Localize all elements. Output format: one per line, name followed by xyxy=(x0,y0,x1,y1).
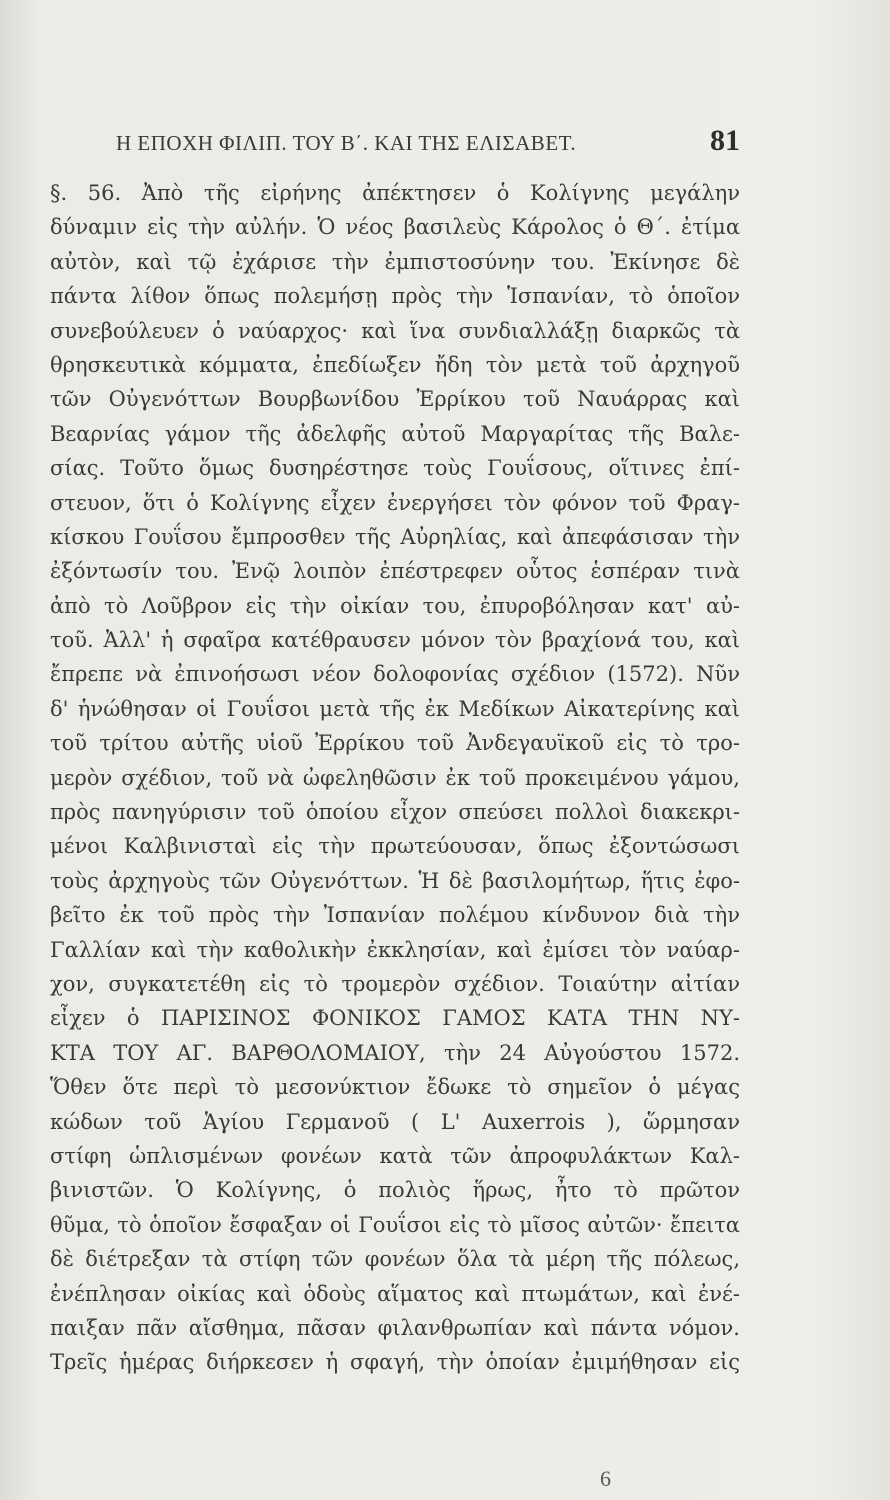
text-line: παιξαν πᾶν αἴσθημα, πᾶσαν φιλανθρωπίαν καὶ πάντα νόμον. xyxy=(50,1315,740,1340)
text-line: ἀπὸ τὸ Λοῦβρον εἰς τὴν οἰκίαν του, ἐπυροβόλησαν κατ' αὐ- xyxy=(50,593,740,618)
text-line: εἶχεν ὁ ΠΑΡΙΣΙΝΟΣ ΦΟΝΙΚΟΣ ΓΑΜΟΣ ΚΑΤΑ ΤΗΝ ΝΥ- xyxy=(50,1006,740,1031)
text-line: Βεαρνίας γάμον τῆς ἀδελφῆς αὐτοῦ Μαργαρίτας τῆς Βαλε- xyxy=(50,421,740,446)
text-line: τοῦ. Ἀλλ' ἡ σφαῖρα κατέθραυσεν μόνον τὸν βραχίονά του, καὶ xyxy=(50,628,740,653)
text-line: δύναμιν εἰς τὴν αὐλήν. Ὁ νέος βασιλεὺς Κάρολος ὁ Θ΄. ἐτίμα xyxy=(50,215,740,240)
text-line: χον, συγκατετέθη εἰς τὸ τρομερὸν σχέδιον. Τοιαύτην αἰτίαν xyxy=(50,971,740,996)
text-line: δ' ἡνώθησαν οἱ Γουΐσοι μετὰ τῆς ἐκ Μεδίκων Αἰκατερίνης καὶ xyxy=(50,696,740,721)
text-line: ΚΤΑ ΤΟΥ ΑΓ. ΒΑΡΘΟΛΟΜΑΙΟΥ, τὴν 24 Αὐγούστου 1572. xyxy=(50,1040,740,1065)
text-line: τοῦ τρίτου αὐτῆς υἱοῦ Ἐρρίκου τοῦ Ἀνδεγαυϊκοῦ εἰς τὸ τρο- xyxy=(50,731,740,756)
text-line: κίσκου Γουΐσου ἔμπροσθεν τῆς Αὐρηλίας, καὶ ἀπεφάσισαν τὴν xyxy=(50,524,740,549)
text-line: μένοι Καλβινισταὶ εἰς τὴν πρωτεύουσαν, ὅπως ἐξοντώσωσι xyxy=(50,834,740,859)
text-line: στίφη ὡπλισμένων φονέων κατὰ τῶν ἀπροφυλάκτων Καλ- xyxy=(50,1143,740,1168)
text-line: §. 56. Ἀπὸ τῆς εἰρήνης ἀπέκτησεν ὁ Κολίγνης μεγάλην xyxy=(50,181,740,205)
text-line: βινιστῶν. Ὁ Κολίγνης, ὁ πολιὸς ἥρως, ἦτο τὸ πρῶτον xyxy=(50,1178,740,1203)
text-line: στευον, ὅτι ὁ Κολίγνης εἶχεν ἐνεργήσει τὸν φόνον τοῦ Φραγ- xyxy=(50,490,740,515)
text-line: δὲ διέτρεξαν τὰ στίφη τῶν φονέων ὅλα τὰ μέρη τῆς πόλεως, xyxy=(50,1247,740,1272)
text-line: τοὺς ἀρχηγοὺς τῶν Οὐγενόττων. Ἡ δὲ βασιλομήτωρ, ἥτις ἐφο- xyxy=(50,868,740,893)
text-line: Ὅθεν ὅτε περὶ τὸ μεσονύκτιον ἔδωκε τὸ σημεῖον ὁ μέγας xyxy=(50,1075,740,1100)
text-line: πάντα λίθον ὅπως πολεμήσῃ πρὸς τὴν Ἱσπανίαν, τὸ ὁποῖον xyxy=(50,284,740,309)
text-line: ἐξόντωσίν του. Ἐνῷ λοιπὸν ἐπέστρεφεν οὗτος ἑσπέραν τινὰ xyxy=(50,559,740,584)
printer-signature-mark: 6 xyxy=(600,1466,611,1491)
text-line: ἔπρεπε νὰ ἐπινοήσωσι νέον δολοφονίας σχέδιον (1572). Νῦν xyxy=(50,662,740,687)
text-line: συνεβούλευεν ὁ ναύαρχος· καὶ ἵνα συνδιαλλάξῃ διαρκῶς τὰ xyxy=(50,318,740,343)
text-line: βεῖτο ἐκ τοῦ πρὸς τὴν Ἰσπανίαν πολέμου κίνδυνον διὰ τὴν xyxy=(50,903,740,928)
page-header xyxy=(116,124,740,168)
page-number: 81 xyxy=(710,124,740,157)
running-head: Η ΕΠΟΧΗ ΦΙΛΙΠ. ΤΟΥ Β΄. ΚΑΙ ΤΗΣ ΕΛΙΣΑΒΕΤ. xyxy=(116,131,577,155)
text-line: κώδων τοῦ Ἁγίου Γερμανοῦ ( L' Auxerrois ), ὥρμησαν xyxy=(50,1109,740,1134)
text-line: τῶν Οὐγενόττων Βουρβωνίδου Ἐρρίκου τοῦ Ναυάρρας καὶ xyxy=(50,387,740,412)
text-line: μερὸν σχέδιον, τοῦ νὰ ὠφεληθῶσιν ἐκ τοῦ προκειμένου γάμου, xyxy=(50,765,740,790)
text-line: θῦμα, τὸ ὁποῖον ἔσφαξαν οἱ Γουΐσοι εἰς τὸ μῖσος αὐτῶν· ἔπειτα xyxy=(50,1212,740,1237)
text-line: σίας. Τοῦτο ὅμως δυσηρέστησε τοὺς Γουΐσους, οἵτινες ἐπί- xyxy=(50,456,740,481)
text-line: Τρεῖς ἡμέρας διήρκεσεν ἡ σφαγή, τὴν ὁποίαν ἐμιμήθησαν εἰς xyxy=(50,1350,740,1375)
body-text xyxy=(50,176,740,1380)
text-line: ἐνέπλησαν οἰκίας καὶ ὁδοὺς αἵματος καὶ πτωμάτων, καὶ ἐνέ- xyxy=(50,1281,740,1306)
text-line: αὐτὸν, καὶ τῷ ἐχάρισε τὴν ἐμπιστοσύνην του. Ἐκίνησε δὲ xyxy=(50,249,740,274)
text-line: πρὸς πανηγύρισιν τοῦ ὁποίου εἶχον σπεύσει πολλοὶ διακεκρι- xyxy=(50,800,740,825)
text-line: Γαλλίαν καὶ τὴν καθολικὴν ἐκκλησίαν, καὶ ἐμίσει τὸν ναύαρ- xyxy=(50,937,740,962)
text-line: θρησκευτικὰ κόμματα, ἐπεδίωξεν ἤδη τὸν μετὰ τοῦ ἀρχηγοῦ xyxy=(50,352,740,377)
